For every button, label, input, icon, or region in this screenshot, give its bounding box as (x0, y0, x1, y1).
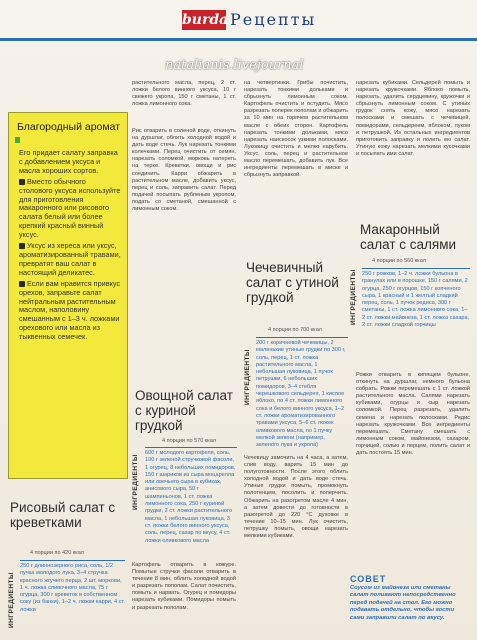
divider (145, 447, 237, 448)
recipe-title-pasta: Макаронный салат с салями (360, 222, 457, 252)
ingredients-label: ИНГРЕДИЕНТЫ (132, 454, 139, 510)
text-col3-top: на четвертинки. Грибы почистить, нарезать тонкими дольками и сбрызнуть лимонным соком. Картофель очистить и остудить. Мясо разрезать поперек пополам и обжарить за 10 мин на горячем растительном масле с обеих сторон. Картофель нарезать тонкими дольками, мясо нарезать наискосок узкими полосками. Луковицу очистить и мелко нарубить. Уксус, соль, перец и растительное масло перемешать, добавить лук. Все ингредиенты перемешать в миске и сбрызнуть заправкой. (244, 80, 348, 179)
recipe-portions-lentil: 4 порции по 700 ккал (268, 327, 322, 333)
recipe-title-vegetable: Овощной салат с куриной грудкой (135, 388, 233, 433)
tip-label: СОВЕТ (350, 574, 387, 584)
ingredients-rice: 250 г длиннозерного риса, соль, 1/2 пучка молодого лука, 3–4 стручка красного жгучего перца, 2 шт. моркови, 1 ч. ложка сливочного масла, 75 г огурца, 300 г креветок в собственном соку (из банки), 1–2 ч. ложки карри, 4 ст. ложки (20, 563, 126, 613)
page-header (0, 0, 477, 41)
recipe-title-lentil: Чечевичный салат с утиной грудкой (246, 260, 339, 305)
divider (256, 337, 348, 338)
text-col2-method-b: Картофель отварить в кожуре. Помытые стручки фасоли отварить в течение 8 мин, облить холодной водой и разрезать пополам. Салат почистить, помыть и нарвать. Огурец и помидоры нарезать кубиками. Помидоры помыть и разрезать пополам. (132, 562, 236, 611)
divider (20, 560, 125, 561)
section-title: Рецепты (230, 10, 317, 29)
ingredients-label: ИНГРЕДИЕНТЫ (350, 269, 357, 325)
bullet-icon (19, 281, 25, 287)
accent-square (15, 137, 20, 143)
tip-intro: Его придает салату заправка с добавлением уксуса и масла хороших сортов. (19, 148, 118, 175)
bullet-icon (19, 243, 25, 249)
recipe-portions-vegetable: 4 порции по 570 ккал (162, 438, 216, 444)
watermark-text: natalianis.livejournal (165, 58, 304, 73)
ingredients-label: ИНГРЕДИЕНТЫ (8, 572, 15, 628)
ingredients-label: ИНГРЕДИЕНТЫ (244, 349, 251, 405)
tip-item: Вместо обычного столового уксуса используйте для приготовления макаронного или рисового салата белый или более крепкий красный винный уксус. (19, 176, 121, 240)
recipe-portions-pasta: 4 порции по 560 ккал (372, 258, 426, 264)
bullet-icon (19, 179, 25, 185)
ingredients-pasta: 250 г рожков, 1–2 ч. ложки бульона в гранулах или в порошке, 150 г салями, 2 огурца, 250 г огурцов, 150 г копченого сыра, 1 красный и 1 желтый сладкий перец, соль, 1 пучок редиса, 300 г сметаны, 1 ст. ложка лимонного сока, 1–2 ст. ложки майонеза, 1 ст. ложка сахара, 2 ст. ложки сладкой горчицы (362, 271, 470, 329)
tip-text: Соусом из майонеза или сметаны салат поливают непосредственно перед подачей на стол. Его можно подавать отдельно, чтобы гости сами заправили салат по вкусу. (350, 585, 456, 621)
recipe-title-rice: Рисовый салат с креветками (10, 500, 116, 530)
tip-box-title: Благородный аромат (17, 121, 121, 133)
tip-box-body (19, 149, 121, 344)
text-col2-top: растительного масла, перец, 2 ст. ложки белого винного уксуса, 10 г свежего укропа, 150 г сметаны, 1 ст. ложка лимонного сока. (132, 80, 236, 108)
recipe-portions-rice: 4 порции по 420 ккал (30, 550, 84, 556)
text-col3-method: Чечевицу замочить на 4 часа, а затем, слив воду, варить 15 мин до полуготовности. После этого облить холодной водой и дать воде стечь. Утиные грудки помыть, промокнуть полотенцем, посолить и поперчить. Обжарить на разогретом масле 4 мин, а затем довести до готовности в разогретой до 220 °С духовке в течение 10–15 мин. Лук очистить, петрушку помыть, овощи нарезать мелкими кубиками. (244, 455, 348, 540)
tip-item: Если вам нравится привкус орехов, заправьте салат нейтральным растительным маслом, наполовину смешанным с 1–3 ч. ложками орехового или масла из тыквенных семечек. (19, 278, 121, 342)
text-col2-method: Рис отварить в соленой воде, откинуть на дуршлаг, облить холодной водой и дать воде стечь. Лук нарезать тонкими колечками. Перец очистить от семян, нарезать соломкой, морковь натереть на терке. Креветки, овощи и рис соединить. Карри обжарить в растительном масле, добавить уксус, перец и соль, заправить салат. Перед подачей посыпать рубленым укропом, подать со сметаной, смешанной с лимонным соком. (132, 128, 236, 213)
tip-item: Уксус из хереса или уксус, ароматизированный травами, превратят ваш салат в настоящий деликатес. (19, 241, 121, 277)
burda-logo: burda (182, 12, 229, 28)
ingredients-vegetable: 600 г молодого картофеля, соль, 100 г зеленой стручковой фасоли, 1 огурец, 8 небольших помидоров, 150 г шариков из сыра моцарелла или овечьего сыра в кубиках, анисового сыра, 50 г шампиньонов, 1 ст. ложка лимонного сока, 250 г куриной грудки, 2 ст. ложки растительного масла, 1 небольшая луковица, 3 ст. ложки белого винного уксуса, соль, перец, сахар по вкусу, 4 ст. ложки оливкового масла (145, 450, 236, 544)
text-col4-method: Рожки отварить в кипящем бульоне, откинуть на дуршлаг, немного бульона собрать. Рожки перемешать с 1 ст. ложкой растительного масла. Салями нарезать кубиками, огурцы и сыр нарезать соломкой. Перец разрезать, удалить семена и нарезать полосками. Редис нарезать кружочками. Все ингредиенты перемешать. Сметану смешать с лимонным соком, майонезом, сахаром, горчицей, солью и перцем, полить салат и дать постоять 15 мин. (356, 372, 470, 457)
divider (362, 268, 470, 269)
tip-box (8, 112, 128, 479)
text-col4-top: нарезать кубиками. Сельдерей помыть и нарезать кружочками. Яблоко помыть, нарезать, удалить сердцевину, кружочки и сбрызнуть лимонным соком. С утиных грудок снять кожу, мясо нарезать полосками и смешать с чечевицей, помидорами, сельдереем, яблоком, луком и петрушкой. Из остальных ингредиентов приготовить заправку и полить ею салат. Утиную кожу нарезать мелкими кусочками и посыпать ими салат. (356, 80, 470, 157)
ingredients-lentil: 200 г коричневой чечевицы, 2 маленькие утиные грудки по 300 г, соль, перец, 1 ст. ложка растительного масла, 1 небольшая луковица, 1 пучок петрушки, 6 небольших помидоров, 3–4 стебля черешкового сельдерея, 1 кислое яблоко, по 4 ст. ложки лимонного сока и белого винного уксуса, 1–2 ст. ложки ароматизированного травами уксуса, 5–6 ст. ложек оливкового масла, по 1 пучку мелкой зелени (например, зеленого лука и укропа) (256, 340, 346, 448)
